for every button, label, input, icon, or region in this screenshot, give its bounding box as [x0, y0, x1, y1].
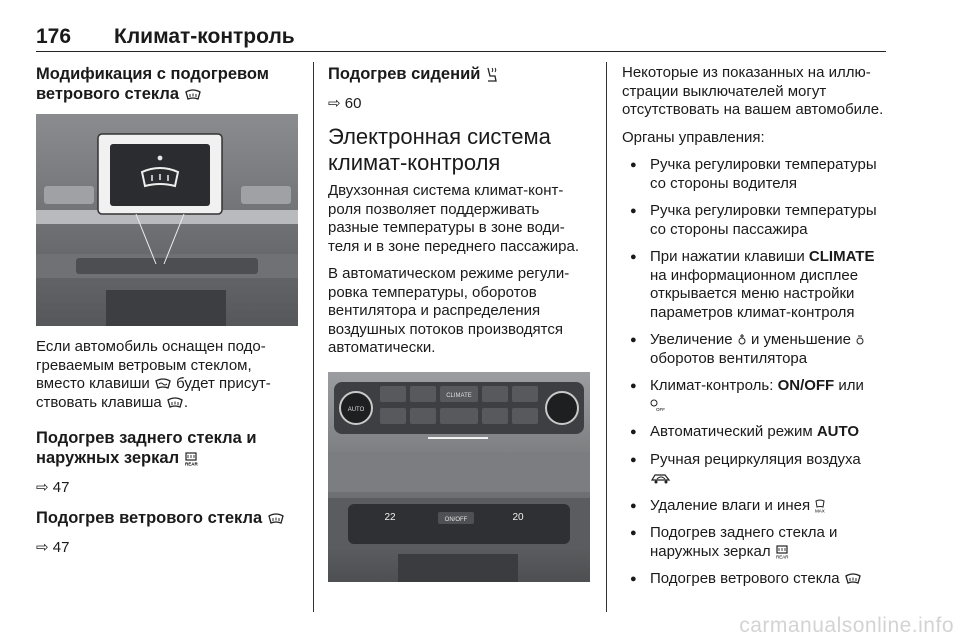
dashboard-illustration: [36, 114, 298, 326]
page-reference[interactable]: [36, 538, 298, 556]
list-item: [622, 331, 894, 368]
column-left: [36, 64, 298, 568]
svg-text:REAR: REAR: [184, 461, 198, 467]
list-item-text: Подогрев заднего стекла и наружных зеркал: [650, 524, 838, 560]
paragraph: Двухзонная система климат-контроля позволяет поддерживать разные температуры в зоне водителя и в зоне переднего пассажира.: [328, 182, 580, 255]
paragraph-text: Если автомобиль оснащен подогреваемым ветровым стеклом, вместо клавиши: [36, 338, 266, 392]
paragraph-text: будет присутствовать клавиша: [36, 375, 271, 411]
windscreen-defrost-icon: [154, 378, 172, 390]
column-middle: [328, 64, 590, 582]
list-item-text: Автоматический режим: [650, 423, 813, 440]
auto-key-label: AUTO: [816, 423, 860, 440]
fan-increase-icon: [737, 333, 747, 347]
section-heading: [36, 508, 298, 528]
list-item: [622, 377, 894, 414]
fan-off-icon: [650, 398, 664, 412]
svg-text:REAR: REAR: [775, 554, 789, 560]
list-item-text: на информационном дисплее открывается меню настройки параметров климат-контроля: [650, 266, 859, 321]
heading-text: Подогрев заднего стекла и наружных зеркал: [36, 429, 257, 467]
heading-text: Модификация с подогревом ветрового стекла: [36, 65, 269, 103]
heading-text: Подогрев ветрового стекла: [36, 509, 263, 527]
page-header: [36, 25, 886, 52]
windscreen-heat-icon: [844, 573, 862, 585]
column-right: [622, 64, 894, 598]
list-item: ● Ручка регулировки температуры со стороны пассажира: [622, 202, 894, 239]
arrow-icon: ⇨: [36, 539, 49, 556]
climate-label: CLIMATE: [446, 392, 472, 399]
list-item: [622, 423, 894, 442]
list-item: [622, 570, 894, 589]
list-item-text: Удаление влаги и инея: [650, 496, 811, 514]
heading-text: Подогрев сидений: [328, 65, 481, 83]
section-heading: [36, 64, 298, 104]
windscreen-heat-icon: [166, 397, 184, 409]
watermark: carmanualsonline.info: [739, 614, 954, 637]
reference-number: 60: [344, 95, 362, 112]
list-item: [622, 497, 894, 516]
page-reference[interactable]: [36, 478, 298, 496]
climate-panel-illustration: [328, 372, 590, 582]
controls-list: [622, 156, 894, 589]
arrow-icon: ⇨: [36, 479, 49, 496]
list-item-text: или: [838, 377, 864, 394]
recirculation-icon: [650, 471, 672, 485]
paragraph: Если автомобиль оснащен подогреваемым ветровым стеклом, вместо клавиши будет присутствовать клавиша .: [36, 338, 271, 411]
section-heading: [328, 64, 590, 84]
svg-text:MAX: MAX: [815, 508, 826, 514]
list-item-text: Климат-контроль:: [650, 377, 774, 394]
list-item-text: оборотов вентилятора: [650, 349, 808, 367]
paragraph: Некоторые из показанных на иллюстрации выключателей могут отсутствовать на вашем автомобиле.: [622, 64, 884, 118]
column-divider: [313, 62, 314, 612]
right-temp-display: 20: [512, 511, 524, 523]
reference-number: 47: [52, 479, 70, 496]
rear-window-heat-icon: [184, 452, 198, 466]
on-off-label: ON/OFF: [444, 516, 468, 523]
list-item-text: Ручная рециркуляция воздуха: [650, 450, 861, 468]
section-heading: [36, 428, 298, 468]
on-off-key-label: ON/OFF: [777, 377, 835, 394]
list-item-text: и уменьшение: [750, 331, 851, 348]
heated-windscreen-photo: [36, 114, 298, 326]
list-item: [622, 524, 894, 561]
fan-decrease-icon: [855, 333, 865, 347]
chapter-title: Электронная система климат-контроля: [328, 124, 551, 175]
list-item: [622, 248, 894, 322]
column-divider: [606, 62, 607, 612]
list-item-text: При нажатии клавиши: [650, 248, 805, 265]
windscreen-heat-icon: [267, 513, 285, 525]
climate-control-photo: [328, 372, 590, 582]
climate-key-label: CLIMATE: [808, 248, 875, 265]
windscreen-heat-icon: [184, 89, 202, 101]
paragraph: Органы управления:: [622, 128, 765, 146]
rear-window-heat-icon: [775, 545, 789, 559]
page-title: Климат-контроль: [114, 25, 295, 48]
list-item: ● Ручка регулировки температуры со стороны водителя: [622, 156, 894, 193]
auto-label: AUTO: [347, 406, 365, 413]
left-temp-display: 22: [384, 511, 396, 523]
page-number: 176: [36, 25, 72, 48]
list-item: [622, 451, 894, 488]
list-item-text: Увеличение: [650, 331, 733, 348]
page-reference[interactable]: [328, 94, 590, 112]
reference-number: 47: [52, 539, 70, 556]
svg-text:OFF: OFF: [656, 406, 665, 412]
paragraph: В автоматическом режиме регулировка температуры, оборотов вентилятора и распределения воздушных потоков производятся автоматически.: [328, 265, 570, 356]
max-defrost-icon: [814, 499, 826, 513]
arrow-icon: ⇨: [328, 95, 341, 112]
list-item-text: Подогрев ветрового стекла: [650, 570, 840, 587]
seat-heat-icon: [485, 67, 499, 83]
